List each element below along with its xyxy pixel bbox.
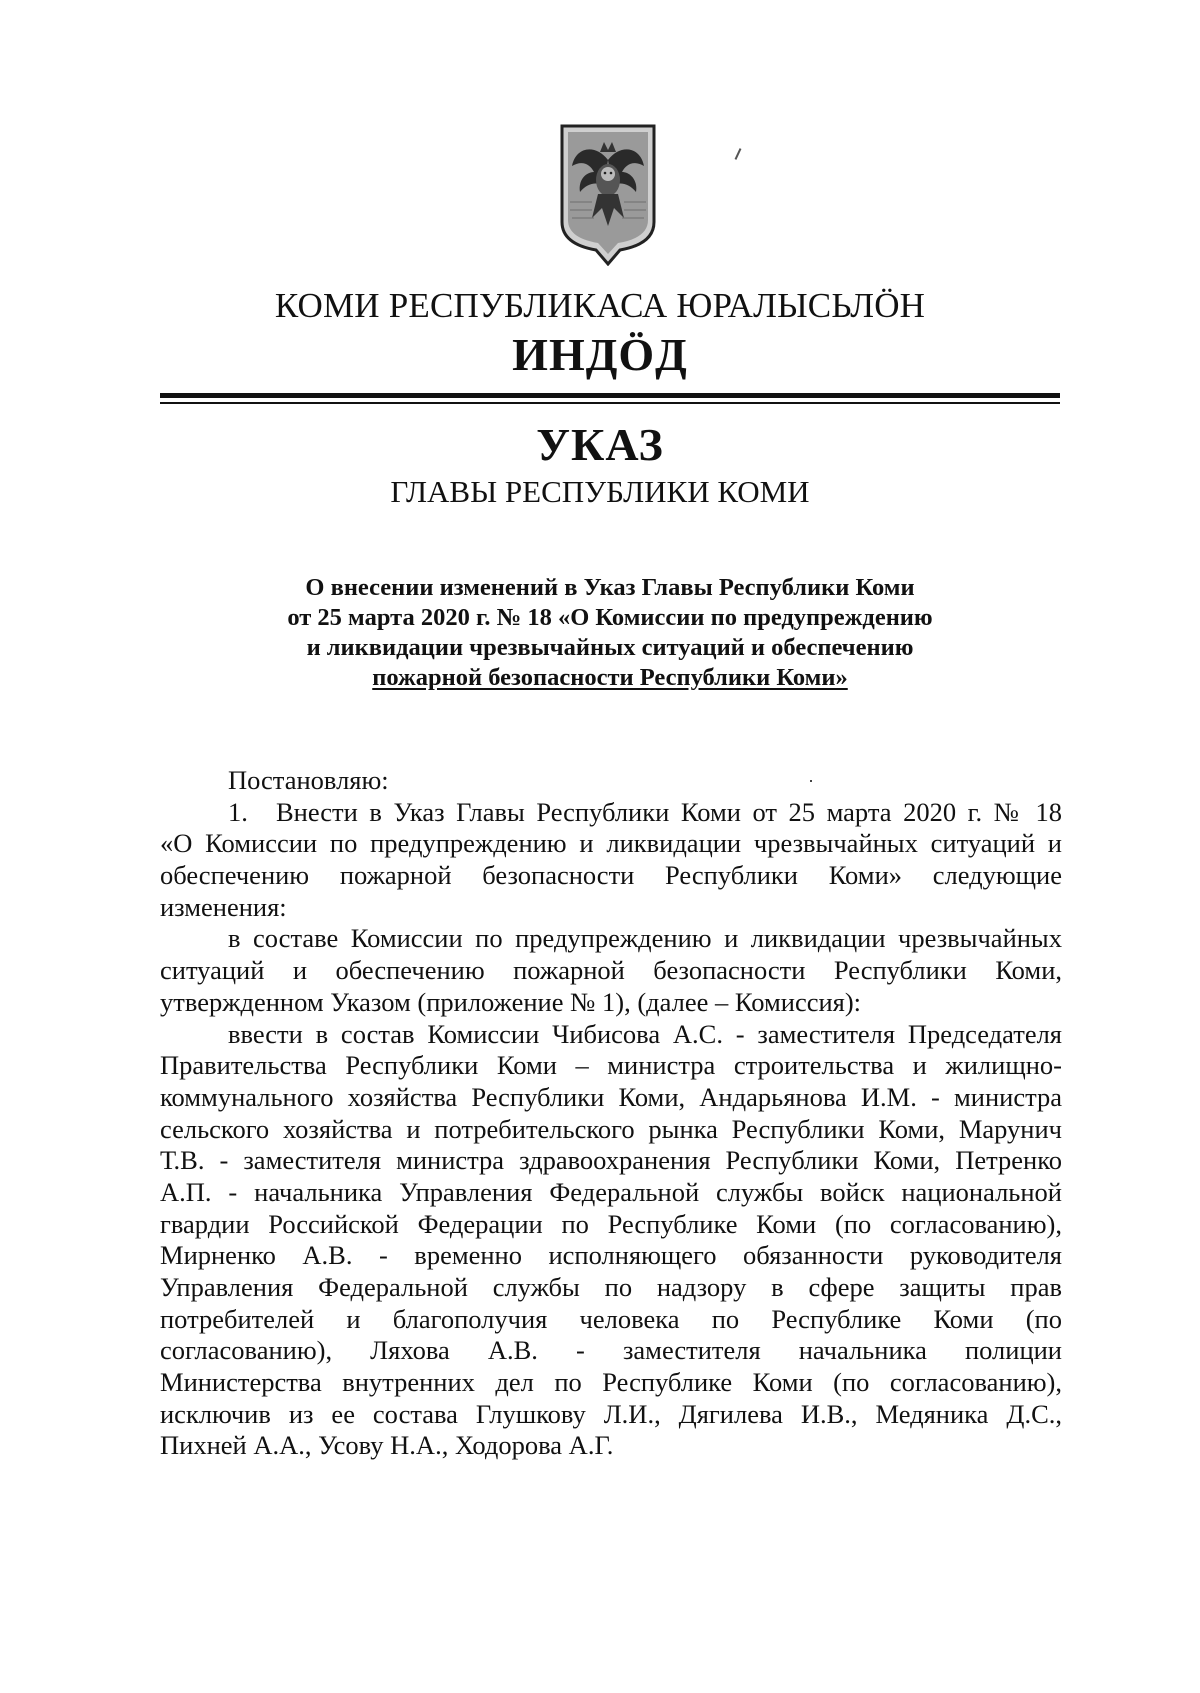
para-2-line: ситуаций и обеспечению пожарной безопасности Республики Коми, bbox=[160, 955, 1062, 986]
para-3-line: ввести в состав Комиссии Чибисова А.С. - заместителя Председателя bbox=[228, 1018, 1062, 1049]
para-3-line: согласованию), Ляхова А.В. - заместителя начальника полиции bbox=[160, 1335, 1062, 1366]
para-3-line: Министерства внутренних дел по Республике Коми (по согласованию), bbox=[160, 1367, 1062, 1398]
komi-republic-coat-of-arms-icon bbox=[558, 122, 658, 266]
item-1-number: 1. bbox=[228, 796, 248, 827]
decree-title-line: О внесении изменений в Указ Главы Республики Коми bbox=[305, 574, 915, 601]
decree-title-line: пожарной безопасности Республики Коми» bbox=[372, 664, 848, 691]
para-3-line: Пихней А.А., Усову Н.А., Ходорова А.Г. bbox=[160, 1430, 614, 1461]
ukaz-heading: УКАЗ bbox=[536, 419, 664, 470]
para-3-line: исключив из ее состава Глушкову Л.И., Дягилева И.В., Медяника Д.С., bbox=[160, 1398, 1062, 1429]
scan-artifact bbox=[735, 148, 742, 160]
item-1-line: 1. Внести в Указ Главы Республики Коми от 25 марта 2020 г. № 18 bbox=[228, 796, 1062, 827]
para-3-line: Правительства Республики Коми – министра строительства и жилищно- bbox=[160, 1050, 1062, 1081]
decree-title bbox=[160, 573, 1060, 693]
indod-heading: ИНДӦД bbox=[512, 329, 688, 380]
org-name: КОМИ РЕСПУБЛИКАСА ЮРАЛЫСЬЛӦН bbox=[274, 286, 926, 325]
decree-body bbox=[160, 765, 1062, 1462]
para-3-line: сельского хозяйства и потребительского рынка Республики Коми, Марунич bbox=[160, 1113, 1062, 1144]
item-1-line: изменения: bbox=[160, 891, 287, 922]
para-3-line: гвардии Российской Федерации по Республике Коми (по согласованию), bbox=[160, 1208, 1062, 1239]
para-3-line: Мирненко А.В. - временно исполняющего обязанности руководителя bbox=[160, 1240, 1062, 1271]
para-2-line: утвержденном Указом (приложение № 1), (далее – Комиссия): bbox=[160, 986, 862, 1017]
para-3-line: Т.В. - заместителя министра здравоохранения Республики Коми, Петренко bbox=[160, 1145, 1062, 1176]
decree-title-line: и ликвидации чрезвычайных ситуаций и обеспечению bbox=[306, 634, 914, 661]
header-divider-thin bbox=[160, 402, 1060, 404]
para-3-line: Управления Федеральной службы по надзору в сфере защиты прав bbox=[160, 1272, 1062, 1302]
header-divider-thick bbox=[160, 393, 1060, 398]
item-1-line: «О Комиссии по предупреждению и ликвидации чрезвычайных ситуаций и bbox=[160, 828, 1062, 859]
para-2-line: в составе Комиссии по предупреждению и ликвидации чрезвычайных bbox=[228, 923, 1062, 954]
opening-line: Постановляю: bbox=[228, 765, 389, 795]
head-title: ГЛАВЫ РЕСПУБЛИКИ КОМИ bbox=[390, 474, 810, 509]
decree-title-line: от 25 марта 2020 г. № 18 «О Комиссии по предупреждению bbox=[287, 604, 933, 631]
para-3-line: потребителей и благополучия человека по Республике Коми (по bbox=[160, 1303, 1062, 1334]
para-3-line: коммунального хозяйства Республики Коми, Андарьянова И.М. - министра bbox=[160, 1081, 1062, 1112]
para-3-line: А.П. - начальника Управления Федеральной службы войск национальной bbox=[160, 1176, 1062, 1207]
item-1-line: обеспечению пожарной безопасности Республики Коми» следующие bbox=[160, 860, 1062, 891]
